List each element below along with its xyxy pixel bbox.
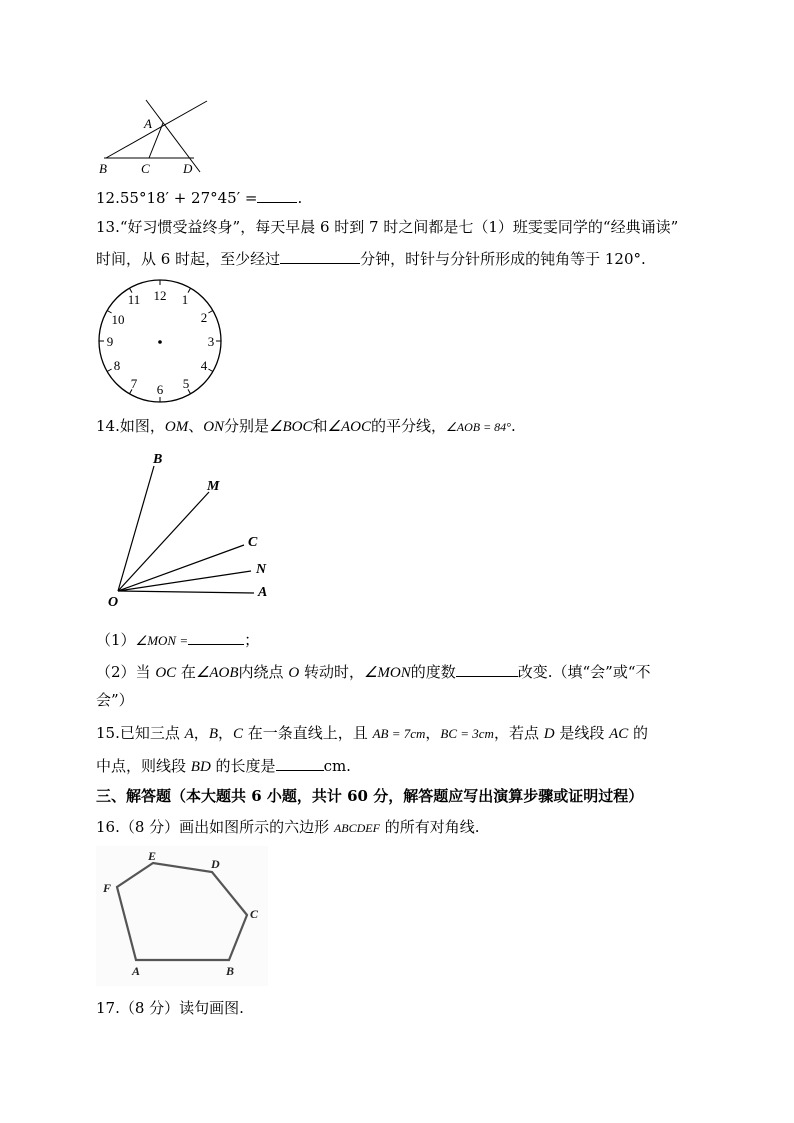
question-14-part1 xyxy=(96,629,259,651)
clock-number-11: 11 xyxy=(127,292,141,307)
q13-line2-end: 分钟，时针与分针所形成的钝角等于 120°. xyxy=(360,250,646,268)
clock-number-10: 10 xyxy=(111,312,125,327)
q15-ab: AB = 7cm xyxy=(372,726,426,741)
q14-p1-label: （1） xyxy=(96,631,136,649)
q12-tail: . xyxy=(297,189,303,207)
q14-p1-angle: ∠MON = xyxy=(135,633,189,648)
label-o: O xyxy=(108,595,119,610)
line-b-to-a-extended xyxy=(106,101,207,158)
question-12 xyxy=(96,187,302,208)
clock-number-5: 5 xyxy=(182,376,190,391)
q15-c4: ，若点 xyxy=(493,724,544,742)
q12-expression: 55°18′ + 27°45′ = xyxy=(119,189,258,207)
q15-h: cm. xyxy=(323,757,351,775)
q15-bc: BC = 3cm xyxy=(440,726,494,741)
clock-center-dot xyxy=(158,340,162,344)
q15-segment-ac: AC xyxy=(609,726,629,742)
q14-angle-aob: ∠AOB = 84° xyxy=(446,420,511,434)
q15-point-b: B xyxy=(208,726,218,742)
clock-number-1: 1 xyxy=(181,292,189,307)
clock-number-6: 6 xyxy=(156,382,164,397)
label-a: A xyxy=(258,585,268,600)
q14-p2-aob: ∠AOB xyxy=(195,665,239,681)
clock-number-4: 4 xyxy=(200,358,208,373)
figure-q11-lines xyxy=(96,96,216,178)
question-16 xyxy=(96,817,479,838)
q16-hexagon-name: ABCDEF xyxy=(333,821,380,835)
clock-number-9: 9 xyxy=(106,334,114,349)
q14-p2-b: 在 xyxy=(176,663,196,681)
question-14-part2 xyxy=(96,661,651,683)
question-17: 17.（8 分）读句画图. xyxy=(96,999,244,1017)
question-15-line2 xyxy=(96,755,351,777)
q14-sep: 、 xyxy=(188,417,204,435)
q15-answer-blank[interactable] xyxy=(276,755,324,771)
ray-oc xyxy=(118,545,244,591)
q12-answer-blank[interactable] xyxy=(257,187,297,203)
label-n: N xyxy=(256,562,267,577)
figure-q14-rays xyxy=(96,448,286,613)
question-13-line1: 13.“好习惯受益终身”，每天早晨 6 时到 7 时之间都是七（1）班雯雯同学的“经典诵读” xyxy=(96,218,679,236)
label-c: C xyxy=(250,907,259,921)
q14-p2-c: 内绕点 xyxy=(238,663,289,681)
label-b: B xyxy=(99,161,107,176)
q15-g: 的长度是 xyxy=(210,757,276,775)
label-d: D xyxy=(183,161,193,176)
clock-number-3: 3 xyxy=(207,334,215,349)
q14-and: 和 xyxy=(312,417,328,435)
q15-point-a: A xyxy=(184,726,194,742)
q14-on: ON xyxy=(203,419,225,435)
question-14 xyxy=(96,416,516,437)
label-b: B xyxy=(226,964,235,978)
ray-on xyxy=(118,571,251,591)
q14-p2-e: 的度数 xyxy=(410,663,456,681)
q14-p2-a: （2）当 xyxy=(96,663,156,681)
clock-number-2: 2 xyxy=(200,310,208,325)
q15-c2: ， xyxy=(217,724,233,742)
q15-f: 中点，则线段 xyxy=(96,757,191,775)
q14-p2-f: 改变.（填“会”或“不 xyxy=(517,663,651,681)
label-c: C xyxy=(141,161,150,176)
q13-answer-blank[interactable] xyxy=(280,248,360,264)
q14-p2-blank[interactable] xyxy=(456,661,518,677)
q14-p1-blank[interactable] xyxy=(188,629,244,645)
q12-number: 12. xyxy=(96,189,120,207)
label-m: M xyxy=(207,479,220,494)
q15-e: 的 xyxy=(628,724,649,742)
q15-c3: ， xyxy=(425,724,441,742)
section-3-title: 三、解答题（本大题共 6 小题，共计 60 分，解答题应写出演算步骤或证明过程） xyxy=(96,787,644,805)
label-a: A xyxy=(132,964,141,978)
q14-p2-o: O xyxy=(288,665,300,681)
label-c: C xyxy=(248,535,258,550)
q16-b: 的所有对角线. xyxy=(379,818,480,836)
label-b: B xyxy=(153,452,163,467)
label-d: D xyxy=(211,857,220,871)
q15-point-d: D xyxy=(543,726,555,742)
clock-number-8: 8 xyxy=(113,358,121,373)
q16-a: 16.（8 分）画出如图所示的六边形 xyxy=(96,818,334,836)
label-a: A xyxy=(144,116,152,131)
q15-a: 15.已知三点 xyxy=(96,724,185,742)
label-e: E xyxy=(148,849,157,863)
q14-p2-oc: OC xyxy=(155,665,177,681)
question-13-line2 xyxy=(96,248,646,269)
q14-p2-d: 转动时， xyxy=(299,663,364,681)
q14-end: . xyxy=(510,417,516,435)
clock-number-7: 7 xyxy=(130,376,138,391)
q14-om: OM xyxy=(164,419,189,435)
figure-q16-hexagon xyxy=(96,846,268,986)
label-f: F xyxy=(103,881,112,895)
question-15-line1 xyxy=(96,723,648,744)
q14-angle-boc: ∠BOC xyxy=(269,419,313,435)
q13-line2-start: 时间，从 6 时起，至少经过 xyxy=(96,250,281,268)
q14-mid1: 分别是 xyxy=(224,417,270,435)
q14-p2-mon: ∠MON xyxy=(363,665,411,681)
q15-segment-bd: BD xyxy=(190,759,211,775)
clock-figure xyxy=(96,278,226,406)
q15-point-c: C xyxy=(233,726,244,742)
ray-oa xyxy=(118,591,254,593)
clock-number-12: 12 xyxy=(153,288,167,303)
q14-angle-aoc: ∠AOC xyxy=(327,419,371,435)
q15-b: 在一条直线上，且 xyxy=(243,724,373,742)
q15-c1: ， xyxy=(193,724,209,742)
q14-mid2: 的平分线， xyxy=(370,417,446,435)
q15-d: 是线段 xyxy=(554,724,610,742)
q14-p1-end: ； xyxy=(244,631,260,649)
question-14-part2-cont: 会”） xyxy=(96,691,134,709)
q14-prefix: 14.如图， xyxy=(96,417,165,435)
